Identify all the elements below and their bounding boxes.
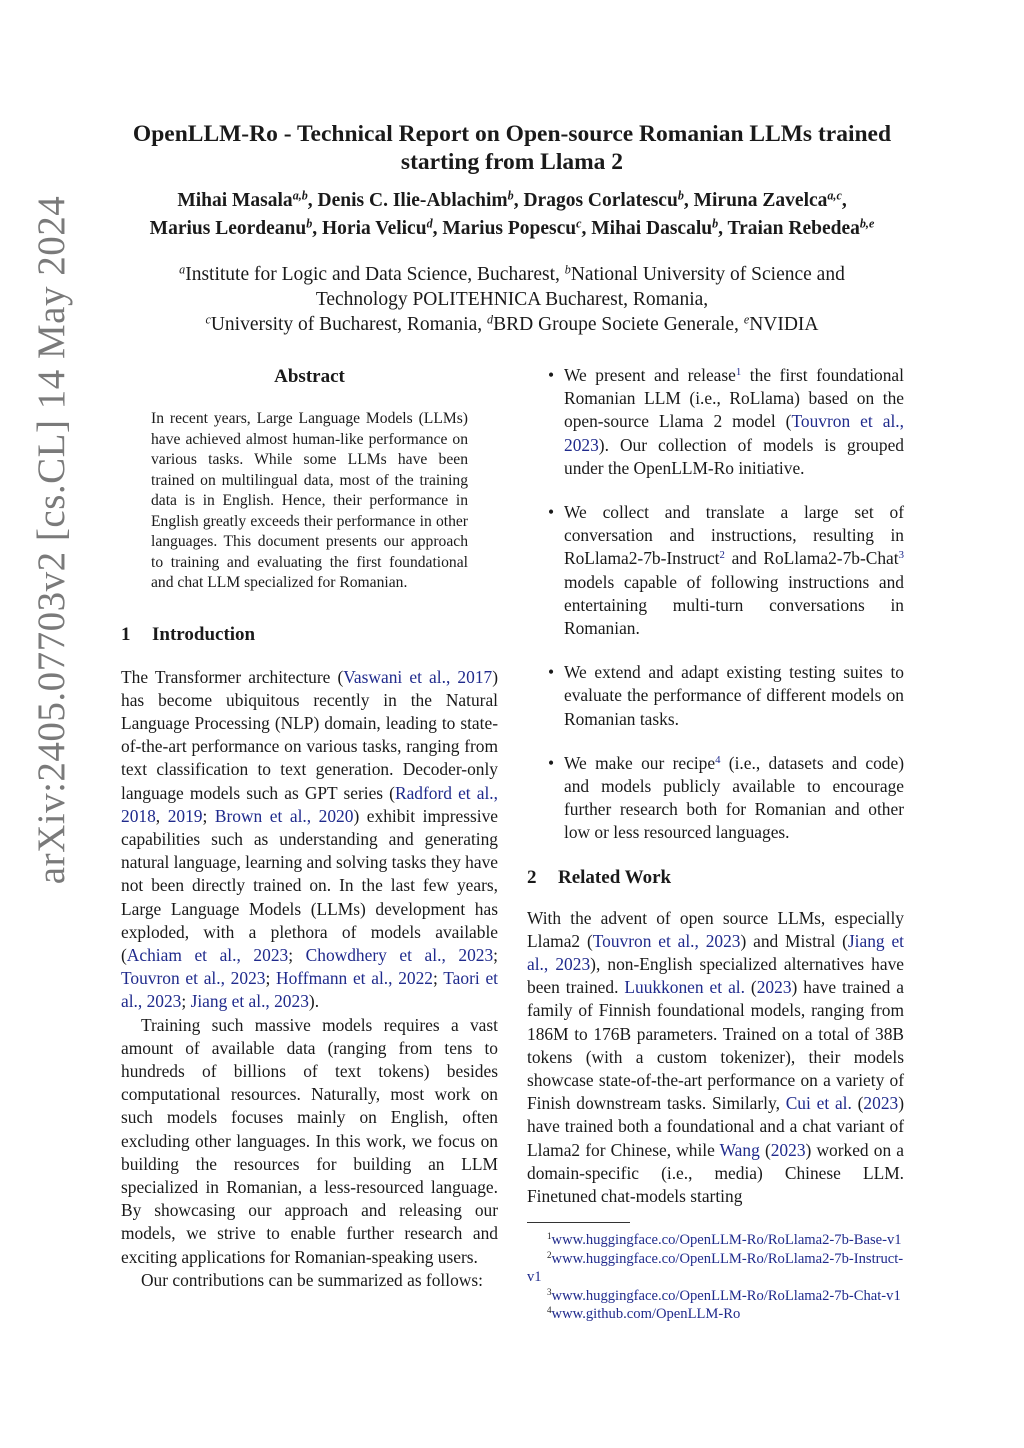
footnote-divider xyxy=(527,1222,630,1223)
author: Marius Popescu$^c$, xyxy=(442,216,592,239)
citation-link[interactable]: Hoffmann et al., 2022 xyxy=(276,968,433,989)
author: Dragos Corlatescu$^b$, xyxy=(523,188,694,211)
list-item: • We make our recipe$^4$ (i.e., datasets and code) and models publicly available to encourage further research both for Romanian and other low or less resourced languages. xyxy=(548,752,904,843)
footnote-marker[interactable]: 1 xyxy=(735,366,742,379)
bullet-icon: • xyxy=(548,752,555,773)
affiliations: $^a$Institute for Logic and Data Science, Bucharest, $^b$National University of Science and Technology POLITEHNICA Bucharest, Romania, $^c$University of Bucharest, Romania, $^d$BRD Groupe Societe Generale, $^e$NVIDIA xyxy=(179,262,845,335)
left-column xyxy=(121,364,498,1292)
footnote-url-link[interactable]: www.huggingface.co/OpenLLM-Ro/RoLlama2-7b-Chat-v1 xyxy=(551,1287,901,1304)
citation-link[interactable]: 2023 xyxy=(863,1093,899,1114)
citation-link[interactable]: Touvron et al., 2023 xyxy=(592,930,741,951)
footnote-marker[interactable]: 4 xyxy=(715,753,721,766)
section-heading-related-work: 2 Related Work xyxy=(527,866,672,888)
title-line-2: starting from Llama 2 xyxy=(400,149,624,175)
footnote-url-link[interactable]: www.github.com/OpenLLM-Ro xyxy=(551,1306,741,1323)
citation-link[interactable]: Radford et al., 2018 xyxy=(121,782,498,826)
author: Marius Leordeanu$^b$, xyxy=(149,216,323,239)
intro-paragraph-1: The Transformer architecture (Vaswani et al., 2017) has become ubiquitous recently in the Natural Language Processing (NLP) domain, leading to state-of-the-art performance on various tasks, ranging from text classification to text generation. Decoder-only language models such as GPT series (Radford et al., 2018, 2019; Brown et al., 2020) exhibit impressive capabilities such as understanding and generating natural language, learning and solving tasks they have not been directly trained on. In the last few years, Large Language Models (LLMs) development has exploded, with a plethora of models available (Achiam et al., 2023; Chowdhery et al., 2023; Touvron et al., 2023; Hoffmann et al., 2022; Taori et al., 2023; Jiang et al., 2023). xyxy=(121,666,499,1012)
citation-link[interactable]: Wang xyxy=(719,1139,760,1160)
footnote: $^1$www.huggingface.co/OpenLLM-Ro/RoLlama2-7b-Base-v1 xyxy=(547,1231,902,1249)
author: Denis C. Ilie-Ablachim$^b$, xyxy=(317,188,524,211)
footnote-marker[interactable]: 3 xyxy=(898,549,904,562)
bullet-icon: • xyxy=(548,662,555,683)
footnote: $^4$www.github.com/OpenLLM-Ro xyxy=(547,1305,741,1323)
abstract-heading: Abstract xyxy=(274,366,345,387)
bullet-icon: • xyxy=(548,502,555,523)
citation-link[interactable]: Cui et al. xyxy=(785,1093,852,1114)
related-work-paragraph: With the advent of open source LLMs, especially Llama2 (Touvron et al., 2023) and Mistral (Jiang et al., 2023), non-English specialized alternatives have been trained. Luukkonen et al. (2023) have trained a family of Finnish foundational models, ranging from 186M to 176B parameters. Trained on a total of 38B tokens (with a custom tokenizer), their models showcase state-of-the-art performance on a variety of Finish downstream tasks. Similarly, Cui et al. (2023) have trained both a foundational and a chat variant of Llama2 for Chinese, while Wang (2023) worked on a domain-specific (i.e., media) Chinese LLM. Finetuned chat-models starting xyxy=(527,907,905,1207)
list-item: • We collect and translate a large set of conversation and instructions, resulting in RoLlama2-7b-Instruct$^2$ and RoLlama2-7b-Chat$^3$ models capable of following instructions and entertaining multi-turn conversations in Romanian. xyxy=(548,502,904,639)
section-heading-introduction: 1 Introduction xyxy=(121,623,256,645)
arxiv-identifier-stamp: arXiv:2405.07703v2 [cs.CL] 14 May 2024 xyxy=(30,195,73,885)
author-list xyxy=(100,187,924,243)
citation-link[interactable]: Jiang et al., 2023 xyxy=(527,930,904,975)
citation-link[interactable]: Touvron et al., 2023 xyxy=(564,411,904,455)
citation-link[interactable]: 2023 xyxy=(756,977,792,998)
author: Mihai Masala$^{a,b}$, xyxy=(177,188,318,211)
list-item: • We extend and adapt existing testing suites to evaluate the performance of different models on Romanian tasks. xyxy=(548,662,904,729)
bullet-icon: • xyxy=(548,365,555,385)
citation-link[interactable]: Achiam et al., 2023 xyxy=(126,944,289,965)
citation-link[interactable]: 2019 xyxy=(167,805,203,826)
footnote-marker[interactable]: 2 xyxy=(719,549,725,562)
citation-link[interactable]: Vaswani et al., 2017 xyxy=(343,666,493,687)
footnote: $^3$www.huggingface.co/OpenLLM-Ro/RoLlama2-7b-Chat-v1 xyxy=(547,1286,901,1304)
citation-link[interactable]: 2023 xyxy=(770,1139,806,1160)
right-column xyxy=(527,364,904,1324)
intro-paragraph-3: Our contributions can be summarized as follows: xyxy=(141,1269,483,1290)
author: Mihai Dascalu$^b$, xyxy=(591,216,728,239)
footnote-url-link[interactable]: www.huggingface.co/OpenLLM-Ro/RoLlama2-7b-Base-v1 xyxy=(551,1232,902,1249)
footnote: $^2$www.huggingface.co/OpenLLM-Ro/RoLlama2-7b-Instruct-v1 xyxy=(527,1249,904,1286)
citation-link[interactable]: Jiang et al., 2023 xyxy=(190,991,309,1012)
citation-link[interactable]: Chowdhery et al., 2023 xyxy=(305,944,494,965)
citation-link[interactable]: Brown et al., 2020 xyxy=(214,805,354,826)
intro-paragraph-2: Training such massive models requires a vast amount of available data (ranging from tens to hundreds of billions of text tokens) besides computational resources. Naturally, most work on such models focuses mainly on English, often excluding other languages. In this work, we focus on building the resources for building an LLM specialized in Romanian, a less-resourced language. By showcasing our approach and releasing our models, we strive to enable further research and exciting applications for Romanian-speaking users. xyxy=(121,1014,498,1267)
footnote-url-link[interactable]: www.huggingface.co/OpenLLM-Ro/RoLlama2-7b-Instruct-v1 xyxy=(527,1250,904,1286)
paper-title xyxy=(100,120,924,176)
contributions-list xyxy=(527,364,904,845)
author: Traian Rebedea$^{b,e}$ xyxy=(727,216,875,239)
author: Horia Velicu$^d$, xyxy=(322,216,443,239)
footnotes xyxy=(527,1231,904,1324)
title-line-1: OpenLLM-Ro - Technical Report on Open-source Romanian LLMs trained xyxy=(132,121,892,147)
list-item: • We present and release$^1$ the first foundational Romanian LLM (i.e., RoLlama) based on the open-source Llama 2 model (Touvron et al., 2023). Our collection of models is grouped under the OpenLLM-Ro initiative. xyxy=(548,365,904,478)
citation-link[interactable]: Luukkonen et al. xyxy=(624,977,745,998)
citation-link[interactable]: Touvron et al., 2023 xyxy=(121,968,266,989)
abstract-text: In recent years, Large Language Models (LLMs) have achieved almost human-like performance on various tasks. While some LLMs have been trained on multilingual data, most of the training data is in English. Hence, their performance in English greatly exceeds their performance in other languages. This document presents our approach to training and evaluating the first foundational and chat LLM specialized for Romanian. xyxy=(151,410,468,591)
author: Miruna Zavelca$^{a,c}$, xyxy=(693,188,847,211)
citation-link[interactable]: Taori et al., 2023 xyxy=(121,968,498,1012)
